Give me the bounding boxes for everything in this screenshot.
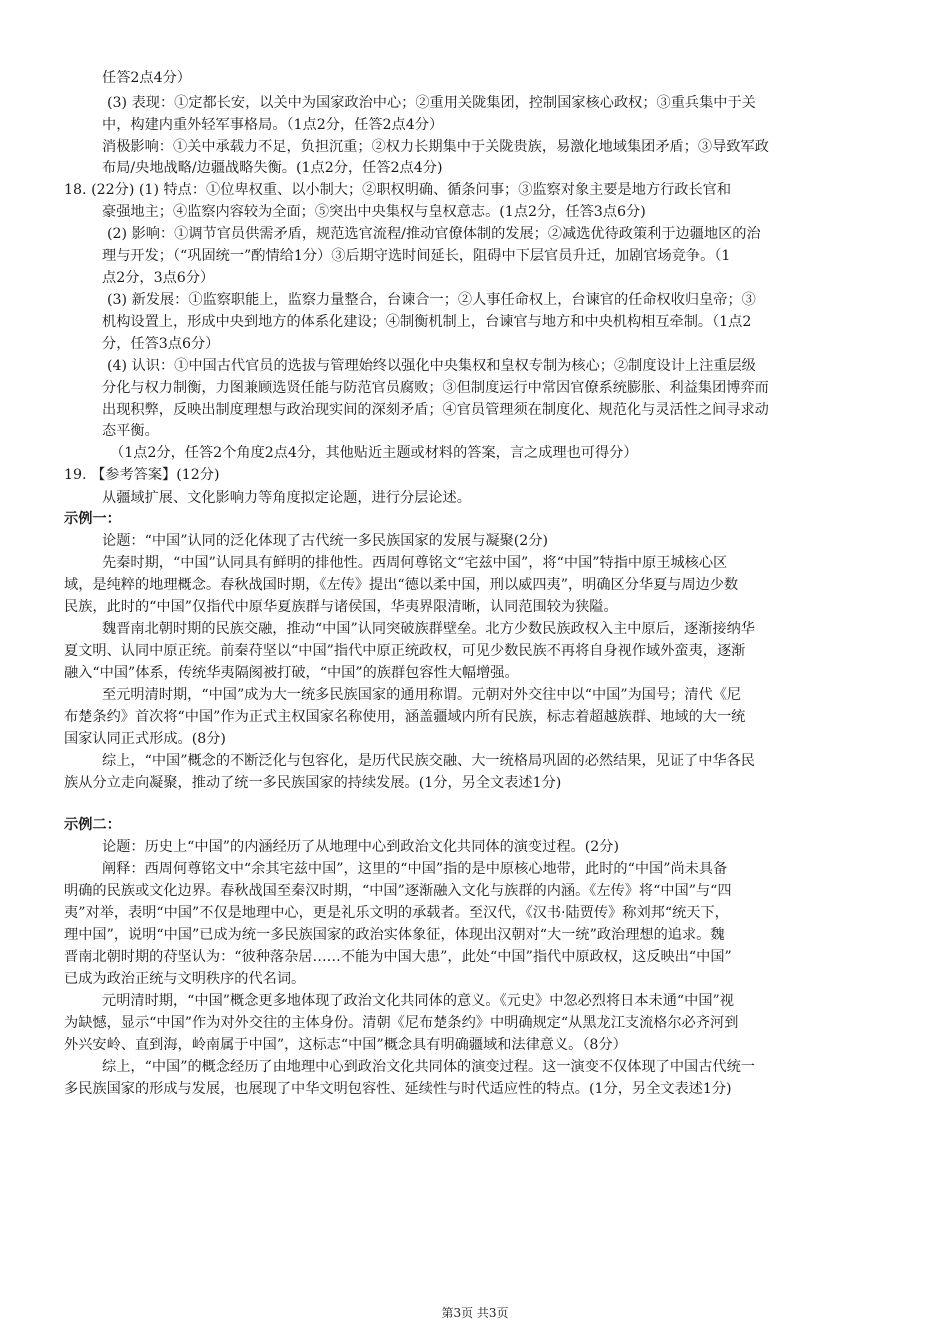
- text-line: 夏文明、认同中原正统。前秦苻坚以“中国”指代中原正统政权，可见少数民族不再将自身视作域外蛮夷，逐渐: [64, 643, 746, 659]
- example-one-heading: 示例一：: [64, 511, 121, 527]
- text-line: 出现积弊，反映出制度理想与政治现实间的深刻矛盾；④官员管理须在制度化、规范化与灵活性之间寻求动: [102, 402, 769, 418]
- text-line: 魏晋南北朝时期的民族交融，推动“中国”认同突破族群壁垒。北方少数民族政权入主中原后，逐渐接纳华: [102, 621, 755, 637]
- text-line: (4) 认识：①中国古代官员的选拔与管理始终以强化中央集权和皇权专制为核心；②制度设计上注重层级: [107, 358, 756, 374]
- text-line: 布楚条约》首次将“中国”作为正式主权国家名称使用，涵盖疆域内所有民族，标志着超越族群、地域的大一统: [64, 709, 746, 725]
- text-line: 分化与权力制衡，力图兼顾选贤任能与防范官员腐败；③但制度运行中常因官僚系统膨胀、利益集团博弈而: [102, 380, 769, 396]
- text-line: (3) 表现：①定都长安，以关中为国家政治中心；②重用关陇集团，控制国家核心政权；③重兵集中于关: [107, 95, 756, 111]
- example-two-heading: 示例二：: [64, 817, 121, 833]
- text-line: 理中国”，说明“中国”已成为统一多民族国家的政治实体象征，体现出汉朝对“大一统”政治理想的追求。魏: [64, 927, 725, 943]
- text-line: 论题：“中国”认同的泛化体现了古代统一多民族国家的发展与凝聚(2分): [102, 533, 549, 549]
- text-line: 至元明清时期，“中国”成为大一统多民族国家的通用称谓。元朝对外交往中以“中国”为国号；清代《尼: [102, 687, 742, 703]
- text-line: 从疆域扩展、文化影响力等角度拟定论题，进行分层论述。: [102, 490, 471, 506]
- text-line: 元明清时期，“中国”概念更多地体现了政治文化共同体的意义。《元史》中忽必烈将日本未通“中国”视: [102, 993, 734, 1009]
- text-line: 已成为政治正统与文明秩序的代名词。: [64, 971, 306, 987]
- text-line: 明确的民族或文化边界。春秋战国至秦汉时期，“中国”逐渐融入文化与族群的内涵。《左传》将“中国”与“四: [64, 883, 732, 899]
- text-line: 消极影响：①关中承载力不足，负担沉重；②权力长期集中于关陇贵族，易激化地域集团矛盾；③导致军政: [102, 139, 769, 155]
- text-line: 态平衡。: [102, 423, 159, 439]
- text-line: 分，任答3点6分）: [102, 336, 220, 352]
- text-line: 域，是纯粹的地理概念。春秋战国时期，《左传》提出“德以柔中国，刑以威四夷”，明确区分华夏与周边少数: [64, 577, 739, 593]
- text-line: 族从分立走向凝聚，推动了统一多民族国家的持续发展。(1分，另全文表述1分): [64, 775, 562, 791]
- text-line: 夷”对举，表明“中国”不仅是地理中心，更是礼乐文明的承载者。至汉代，《汉书·陆贾传》称刘邦“统天下，: [64, 905, 729, 921]
- text-line: 中，构建内重外轻军事格局。（1点2分，任答2点4分）: [102, 117, 444, 133]
- text-line: 豪强地主；④监察内容较为全面；⑤突出中央集权与皇权意志。(1点2分，任答3点6分): [102, 204, 646, 220]
- text-line: 布局/央地战略/边疆战略失衡。(1点2分，任答2点4分): [102, 160, 443, 176]
- text-line: 融入“中国”体系，传统华夷隔阂被打破，“中国”的族群包容性大幅增强。: [64, 665, 519, 681]
- text-line: (3) 新发展：①监察职能上，监察力量整合，台谏合一；②人事任命权上，台谏官的任命权收归皇帝；③: [107, 292, 756, 308]
- text-line: 先秦时期，“中国”认同具有鲜明的排他性。西周何尊铭文“宅兹中国”，将“中国”特指中原王城核心区: [102, 555, 728, 571]
- text-line: 任答2点4分）: [102, 70, 191, 86]
- page-number: 第3页 共3页: [441, 1306, 509, 1320]
- text-line: 多民族国家的形成与发展，也展现了中华文明包容性、延续性与时代适应性的特点。(1分，另全文表述1分): [64, 1081, 732, 1097]
- text-line: （1点2分，任答2个角度2点4分，其他贴近主题或材料的答案，言之成理也可得分）: [110, 445, 638, 461]
- text-line: 民族，此时的“中国”仅指代中原华夏族群与诸侯国，华夷界限清晰，认同范围较为狭隘。: [64, 599, 618, 615]
- text-line: 综上，“中国”的概念经历了由地理中心到政治文化共同体的演变过程。这一演变不仅体现了中国古代统一: [102, 1059, 755, 1075]
- text-line: 国家认同正式形成。(8分): [64, 731, 226, 747]
- text-line: 为缺憾，显示“中国”作为对外交往的主体身份。清朝《尼布楚条约》中明确规定“从黑龙江支流格尔必齐河到: [64, 1015, 739, 1031]
- text-line: 阐释：西周何尊铭文中“余其宅兹中国”，这里的“中国”指的是中原核心地带，此时的“中国”尚未具备: [102, 861, 728, 877]
- text-line: (2) 影响：①调节官员供需矛盾，规范选官流程/推动官僚体制的发展；②减选优待政策利于边疆地区的治: [107, 226, 761, 242]
- question-19-heading: 19. 【参考答案】(12分): [64, 467, 220, 483]
- text-line: 点2分，3点6分）: [102, 270, 215, 286]
- question-18-line: 18. (22分) (1) 特点：①位卑权重、以小制大；②职权明确、循条问事；③监察对象主要是地方行政长官和: [64, 182, 732, 198]
- text-line: 机构设置上，形成中央到地方的体系化建设；④制衡机制上，台谏官与地方和中央机构相互牵制。（1点2: [102, 314, 752, 330]
- text-line: 晋南北朝时期的苻坚认为：“彼种落杂居……不能为中国大患”，此处“中国”指代中原政权，这反映出“中国”: [64, 949, 732, 965]
- text-line: 综上，“中国”概念的不断泛化与包容化，是历代民族交融、大一统格局巩固的必然结果，见证了中华各民: [102, 753, 755, 769]
- text-line: 理与开发；（“巩固统一”酌情给1分）③后期守选时间延长，阻碍中下层官员升迁，加剧官场竞争。（1: [102, 248, 731, 264]
- text-line: 论题：历史上“中国”的内涵经历了从地理中心到政治文化共同体的演变过程。(2分): [102, 839, 619, 855]
- text-line: 外兴安岭、直到海，岭南属于中国”，这标志“中国”概念具有明确疆域和法律意义。（8分）: [64, 1037, 627, 1053]
